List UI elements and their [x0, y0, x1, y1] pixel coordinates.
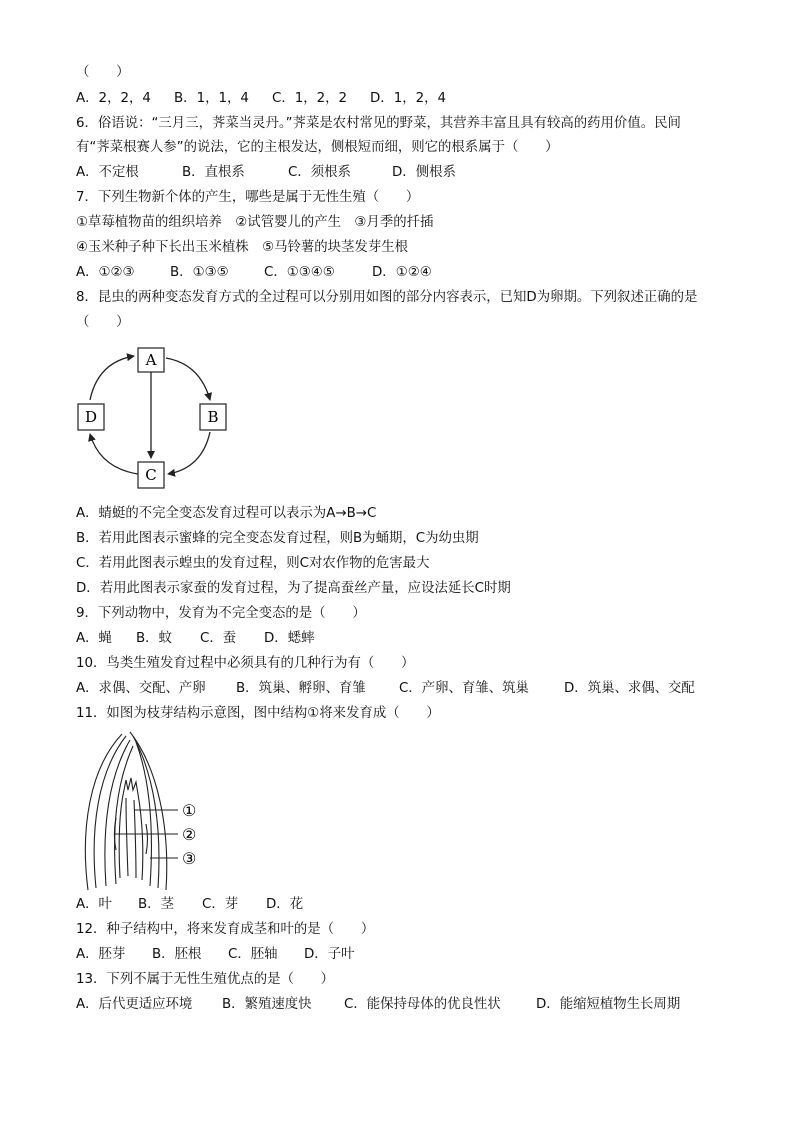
q11-stem: 11．如图为枝芽结构示意图，图中结构①将来发育成（ ） [76, 706, 440, 721]
q6-option-c: C．须根系 [288, 165, 351, 180]
q8-option-d: D．若用此图表示家蚕的发育过程，为了提高蚕丝产量，应设法延长C时期 [76, 581, 511, 596]
q11-option-c: C．芽 [202, 897, 239, 912]
q13-option-c: C．能保持母体的优良性状 [344, 997, 501, 1012]
q8-stem-line1: 8．昆虫的两种变态发育方式的全过程可以分别用如图的部分内容表示，已知D为卵期。下列叙述正确的是 [76, 290, 698, 305]
q6-stem-line2: 有“荠菜根赛人参”的说法，它的主根发达，侧根短而细，则它的根系属于（ ） [76, 140, 559, 155]
q10-option-b: B．筑巢、孵卵、育雏 [236, 681, 366, 696]
arrow-b-to-c [168, 432, 210, 474]
q6-option-d: D．侧根系 [392, 165, 456, 180]
structure-label-2: ② [182, 825, 197, 844]
q12-option-b: B．胚根 [152, 947, 202, 962]
node-b [200, 404, 226, 430]
node-a [138, 348, 164, 372]
node-d [78, 404, 104, 430]
q6-stem-line1: 6．俗语说：“三月三，荠菜当灵丹。”荠菜是农村常见的野菜，其营养丰富且具有较高的药用价值。民间 [76, 116, 681, 131]
q12-option-a: A．胚芽 [76, 947, 126, 962]
q7-option-b: B．①③⑤ [170, 265, 229, 280]
q6-option-b: B．直根系 [182, 165, 245, 180]
q8-option-c: C．若用此图表示蝗虫的发育过程，则C对农作物的危害最大 [76, 556, 430, 571]
insect-metamorphosis-cycle-diagram [70, 340, 240, 495]
q10-option-a: A．求偶、交配、产卵 [76, 681, 206, 696]
q7-option-a: A．①②③ [76, 265, 135, 280]
arrow-c-to-d [90, 434, 138, 474]
q10-option-d: D．筑巢、求偶、交配 [564, 681, 695, 696]
structure-label-3: ③ [182, 849, 197, 868]
q12-stem: 12．种子结构中，将来发育成茎和叶的是（ ） [76, 922, 375, 937]
q5-options [76, 90, 446, 108]
q11-option-a: A．叶 [76, 897, 112, 912]
q5-option-d: D．1，2，4 [370, 91, 447, 106]
q5-option-b: B．1，1，4 [174, 91, 249, 106]
arrow-a-to-b [166, 358, 210, 400]
q10-options [76, 680, 695, 698]
q6-option-a: A．不定根 [76, 165, 139, 180]
q9-option-a: A．蝇 [76, 631, 112, 646]
q7-stem: 7．下列生物新个体的产生，哪些是属于无性生殖（ ） [76, 190, 420, 205]
arrow-d-to-a [90, 356, 134, 400]
q7-items-line2: ④玉米种子种下长出玉米植株 ⑤马铃薯的块茎发芽生根 [76, 240, 408, 255]
q13-option-b: B．繁殖速度快 [222, 997, 312, 1012]
q10-option-c: C．产卵、育雏、筑巢 [399, 681, 529, 696]
q7-option-d: D．①②④ [372, 265, 432, 280]
q7-options [76, 264, 432, 282]
q9-options [76, 630, 314, 648]
q5-option-c: C．1，2，2 [272, 91, 348, 106]
q10-stem: 10．鸟类生殖发育过程中必须具有的几种行为有（ ） [76, 656, 415, 671]
q13-option-d: D．能缩短植物生长周期 [536, 997, 681, 1012]
q12-options [76, 946, 354, 964]
q9-option-d: D．蟋蟀 [264, 631, 315, 646]
q8-stem-line2: （ ） [76, 315, 130, 330]
q9-option-b: B．蚊 [136, 631, 172, 646]
q7-items-line1: ①草莓植物苗的组织培养 ②试管婴儿的产生 ③月季的扦插 [76, 215, 434, 230]
q11-option-d: D．花 [266, 897, 304, 912]
q5-option-a: A．2，2，4 [76, 91, 151, 106]
node-d-label: D [84, 408, 98, 426]
bud-outline [85, 732, 166, 890]
q11-option-b: B．茎 [138, 897, 174, 912]
node-b-label: B [207, 408, 219, 426]
node-c [138, 462, 164, 488]
q9-option-c: C．蚕 [200, 631, 237, 646]
q6-options [76, 164, 456, 182]
q7-option-c: C．①③④⑤ [264, 265, 335, 280]
q5-paren: （ ） [76, 65, 130, 80]
node-a-label: A [145, 351, 157, 369]
q13-options [76, 996, 680, 1014]
q12-option-d: D．子叶 [304, 947, 355, 962]
structure-label-1: ① [182, 801, 197, 820]
q13-option-a: A．后代更适应环境 [76, 997, 193, 1012]
bud-structure-diagram [70, 728, 220, 893]
q8-option-b: B．若用此图表示蜜蜂的完全变态发育过程，则B为蛹期，C为幼虫期 [76, 531, 479, 546]
q13-stem: 13．下列不属于无性生殖优点的是（ ） [76, 972, 335, 987]
q12-option-c: C．胚轴 [228, 947, 278, 962]
q8-option-a: A．蜻蜓的不完全变态发育过程可以表示为A→B→C [76, 506, 377, 521]
node-c-label: C [145, 466, 157, 484]
q11-options [76, 896, 303, 914]
q9-stem: 9．下列动物中，发育为不完全变态的是（ ） [76, 606, 366, 621]
